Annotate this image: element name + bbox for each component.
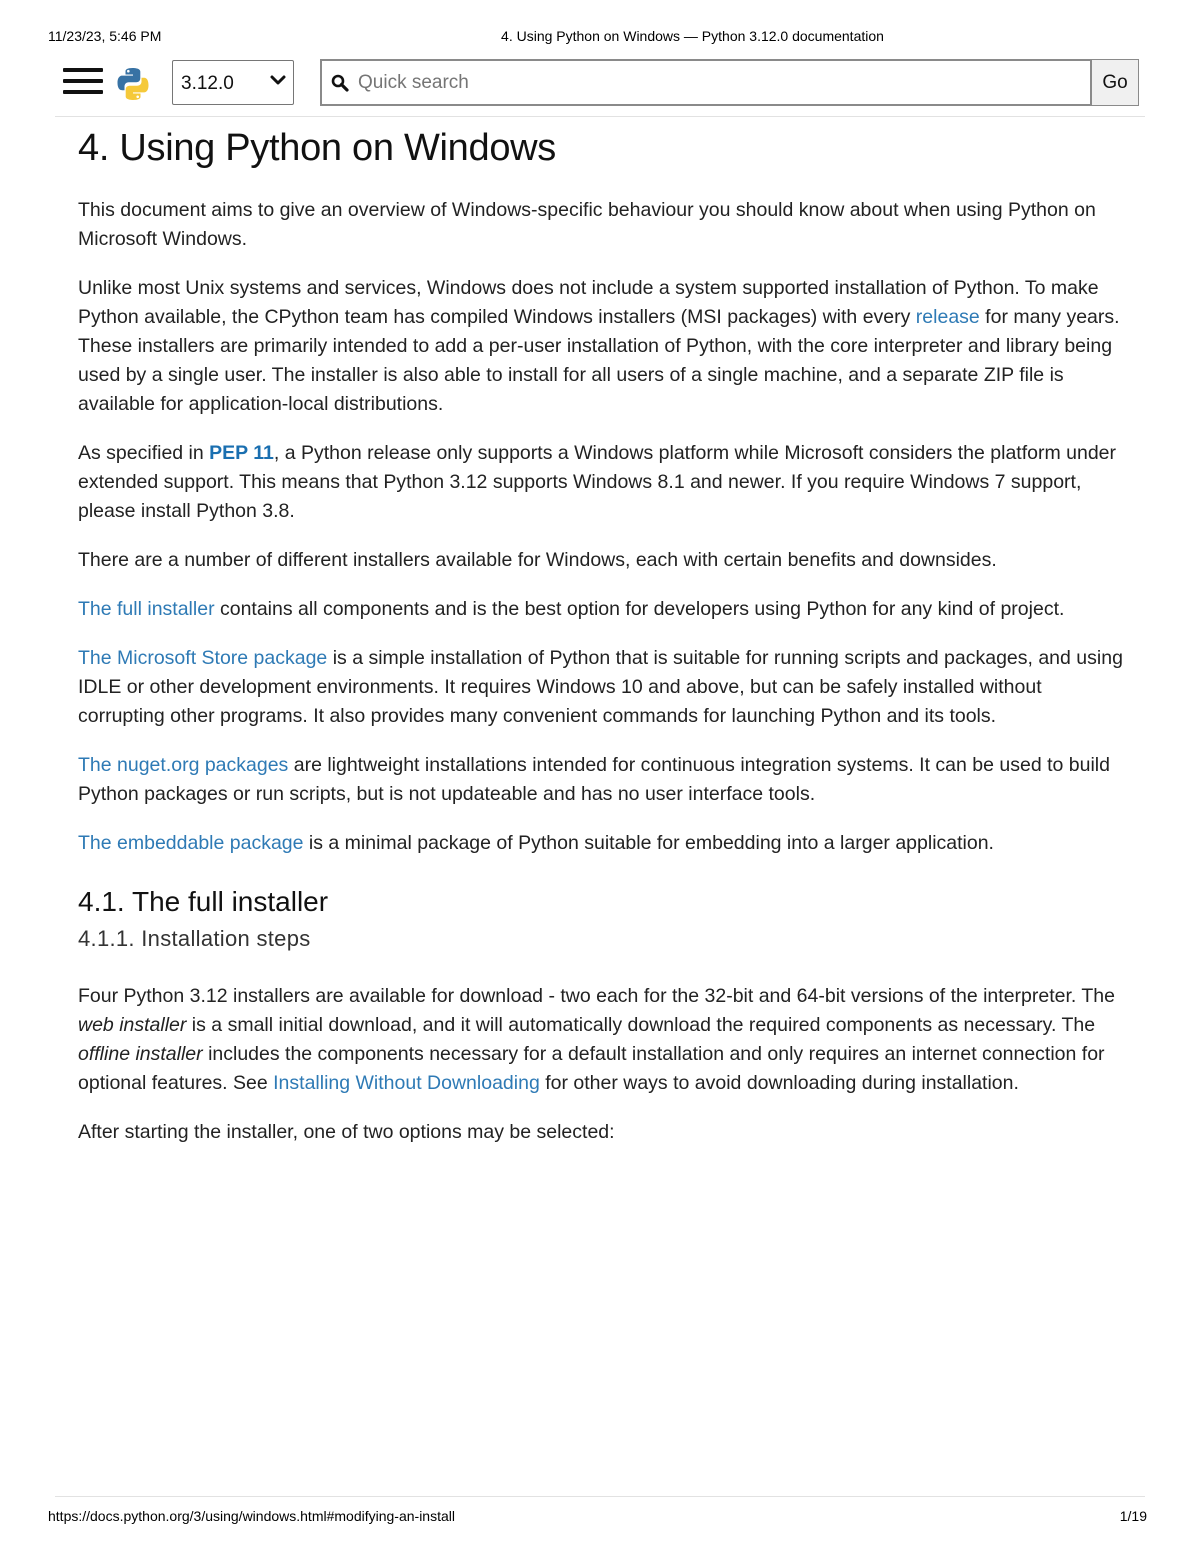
text: is a simple installation of Python that is suitable for running scripts and packages, and using IDLE or other development environments. It requires Windows 10 and above, but can be safely installed without corrupting other programs. It also provides many convenient commands for launching Python and its tools. <box>78 647 1123 727</box>
go-button[interactable]: Go <box>1091 59 1139 106</box>
text: for other ways to avoid downloading during installation. <box>539 1072 1019 1094</box>
python-logo-icon[interactable] <box>115 66 151 102</box>
emphasis: web installer <box>78 1014 187 1036</box>
section-heading-full-installer: 4.1. The full installer <box>78 886 329 917</box>
pep-11-link[interactable]: PEP 11 <box>209 442 274 464</box>
text: As specified in <box>78 442 210 464</box>
emphasis: offline installer <box>78 1043 203 1065</box>
paragraph-msi-installers <box>78 274 1128 419</box>
paragraph-installers-overview: There are a number of different installers available for Windows, each with certain benefits and downsides. <box>78 549 997 571</box>
paragraph-full-installer <box>78 595 1128 624</box>
page-number: 1/19 <box>1119 1508 1147 1524</box>
text: contains all components and is the best option for developers using Python for any kind of project. <box>214 598 1065 620</box>
intro-paragraph: This document aims to give an overview of Windows-specific behaviour you should know about when using Python on Microsoft Windows. <box>78 199 1096 250</box>
microsoft-store-package-link[interactable]: The Microsoft Store package <box>78 647 328 669</box>
print-footer <box>48 1496 1147 1527</box>
nuget-packages-link[interactable]: The nuget.org packages <box>78 754 289 776</box>
text: , a Python release only supports a Windows platform while Microsoft considers the platform under extended support. This means that Python 3.12 supports Windows 8.1 and newer. If you require Windows 7 support, please install Python 3.8. <box>78 442 1116 522</box>
text: is a minimal package of Python suitable for embedding into a larger application. <box>303 832 994 854</box>
paragraph-nuget-packages <box>78 751 1128 809</box>
print-header <box>0 28 1200 48</box>
embeddable-package-link[interactable]: The embeddable package <box>78 832 304 854</box>
chevron-down-icon <box>269 71 287 89</box>
full-installer-link[interactable]: The full installer <box>78 598 215 620</box>
text: for many years. These installers are primarily intended to add a per-user installation of Python, with the core interpreter and library being used by a single user. The installer is also able to install for all users of a single machine, and a separate ZIP file is available for application-local distributions. <box>78 306 1120 415</box>
top-navbar <box>55 58 1145 117</box>
search-input[interactable] <box>356 67 1080 99</box>
search-box[interactable] <box>320 59 1092 106</box>
text: are lightweight installations intended for continuous integration systems. It can be used to build Python packages or run scripts, but is not updateable and has no user interface tools. <box>78 754 1110 805</box>
print-page-title: 4. Using Python on Windows — Python 3.12.0 documentation <box>501 28 884 44</box>
version-select[interactable] <box>172 60 294 105</box>
paragraph-pep11 <box>78 439 1128 526</box>
subsection-heading-installation-steps: 4.1.1. Installation steps <box>78 926 311 951</box>
search-icon <box>330 73 350 93</box>
version-select-value: 3.12.0 <box>181 73 234 94</box>
paragraph-embeddable-package <box>78 829 1128 858</box>
release-link[interactable]: release <box>915 306 980 328</box>
print-date: 11/23/23, 5:46 PM <box>48 28 162 44</box>
page-url: https://docs.python.org/3/using/windows.html#modifying-an-install <box>48 1508 455 1524</box>
paragraph-after-starting: After starting the installer, one of two options may be selected: <box>78 1121 615 1143</box>
text: Unlike most Unix systems and services, Windows does not include a system supported installation of Python. To make Python available, the CPython team has compiled Windows installers (MSI packages) with every <box>78 277 1099 328</box>
main-content <box>78 126 1128 1167</box>
hamburger-menu-icon[interactable] <box>63 68 103 98</box>
paragraph-installation-steps <box>78 982 1128 1098</box>
page-title: 4. Using Python on Windows <box>78 127 556 169</box>
text: Four Python 3.12 installers are available for download - two each for the 32-bit and 64-bit versions of the interpreter. The <box>78 985 1115 1007</box>
installing-without-downloading-link[interactable]: Installing Without Downloading <box>273 1072 540 1094</box>
text: is a small initial download, and it will automatically download the required components as necessary. The <box>186 1014 1096 1036</box>
paragraph-store-package <box>78 644 1128 731</box>
text: includes the components necessary for a default installation and only requires an internet connection for optional features. See <box>78 1043 1105 1094</box>
